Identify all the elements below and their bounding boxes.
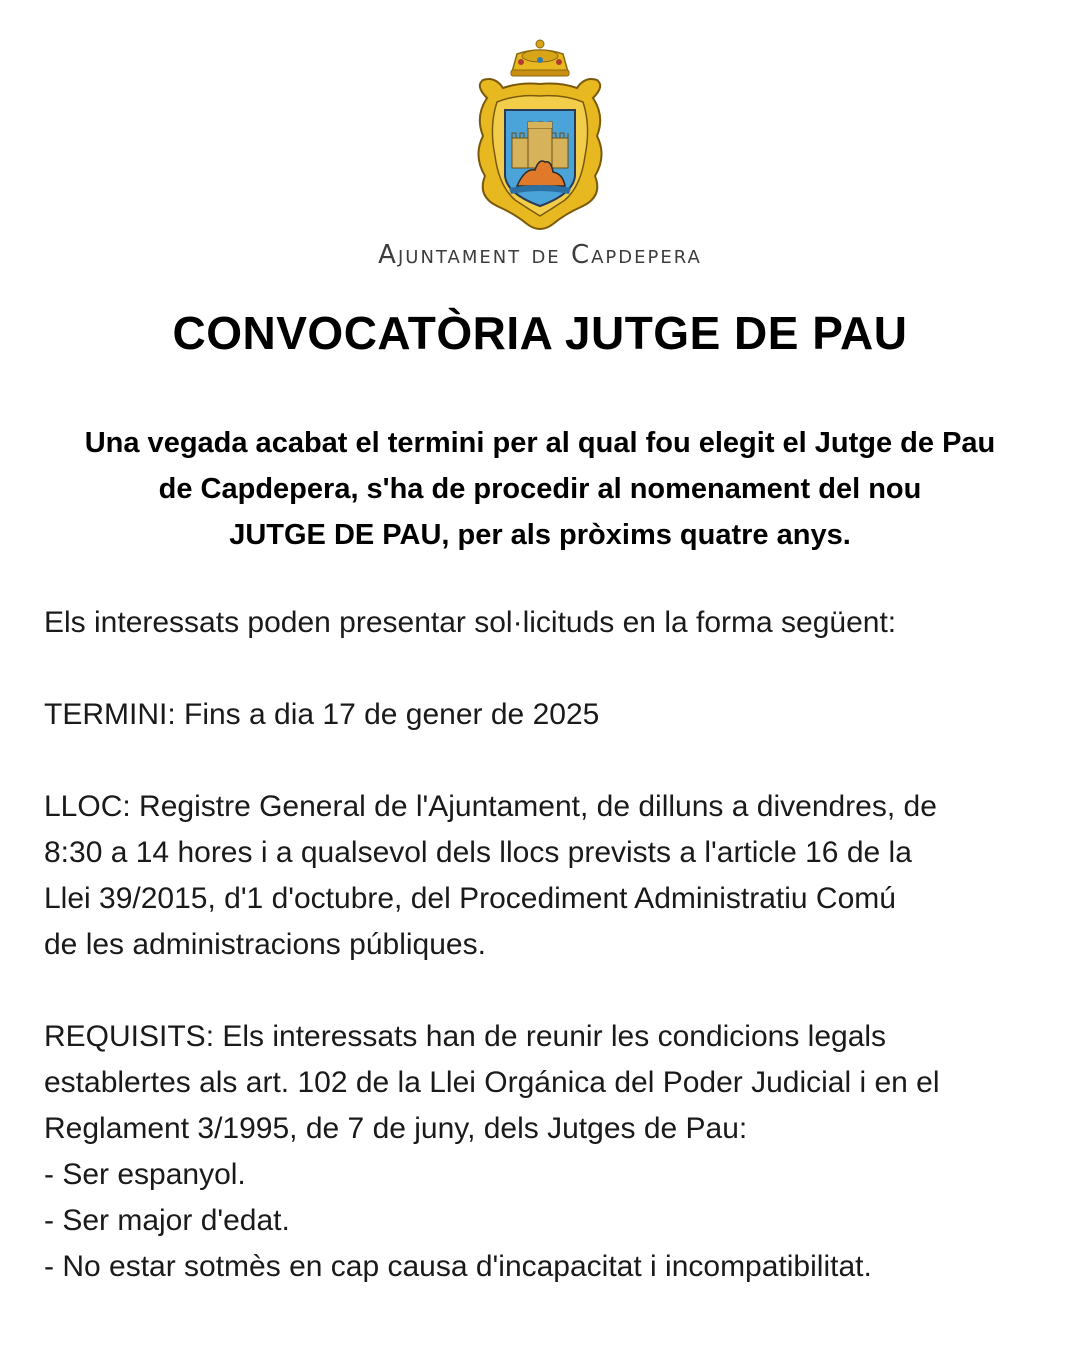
intro-line: de Capdepera, s'ha de procedir al nomenament del nou xyxy=(158,473,922,505)
requisits-line: Reglament 3/1995, de 7 de juny, dels Jutges de Pau: xyxy=(44,1112,748,1145)
lloc-line: LLOC: Registre General de l'Ajuntament, de dilluns a divendres, de xyxy=(44,790,937,823)
requisits-paragraph xyxy=(44,1014,1054,1290)
requisits-line: REQUISITS: Els interessats han de reunir les condicions legals xyxy=(44,1020,887,1053)
lead-paragraph: Els interessats poden presentar sol·licituds en la forma següent: xyxy=(44,606,897,639)
requisit-item: - No estar sotmès en cap causa d'incapacitat i incompatibilitat. xyxy=(44,1250,872,1283)
coat-of-arms-logo xyxy=(0,36,1080,236)
requisit-item: - Ser espanyol. xyxy=(44,1158,246,1191)
requisit-item: - Ser major d'edat. xyxy=(44,1204,290,1237)
lloc-line: Llei 39/2015, d'1 d'octubre, del Procediment Administratiu Comú xyxy=(44,882,896,915)
intro-line: JUTGE DE PAU, per als pròxims quatre anys. xyxy=(229,519,851,551)
intro-line: Una vegada acabat el termini per al qual fou elegit el Jutge de Pau xyxy=(84,427,996,459)
lloc-paragraph xyxy=(44,784,1054,968)
intro-paragraph xyxy=(30,420,1050,558)
lloc-line: 8:30 a 14 hores i a qualsevol dels llocs prevists a l'article 16 de la xyxy=(44,836,912,869)
requisits-line: establertes als art. 102 de la Llei Orgánica del Poder Judicial i en el xyxy=(44,1066,940,1099)
organization-name: Ajuntament de Capdepera xyxy=(378,240,702,270)
termini-paragraph: TERMINI: Fins a dia 17 de gener de 2025 xyxy=(44,698,600,731)
shield-field xyxy=(505,110,575,206)
coat-of-arms-icon xyxy=(465,36,615,236)
crown-icon xyxy=(511,40,569,76)
lloc-line: de les administracions públiques. xyxy=(44,928,486,961)
page-title: CONVOCATÒRIA JUTGE DE PAU xyxy=(172,307,908,359)
